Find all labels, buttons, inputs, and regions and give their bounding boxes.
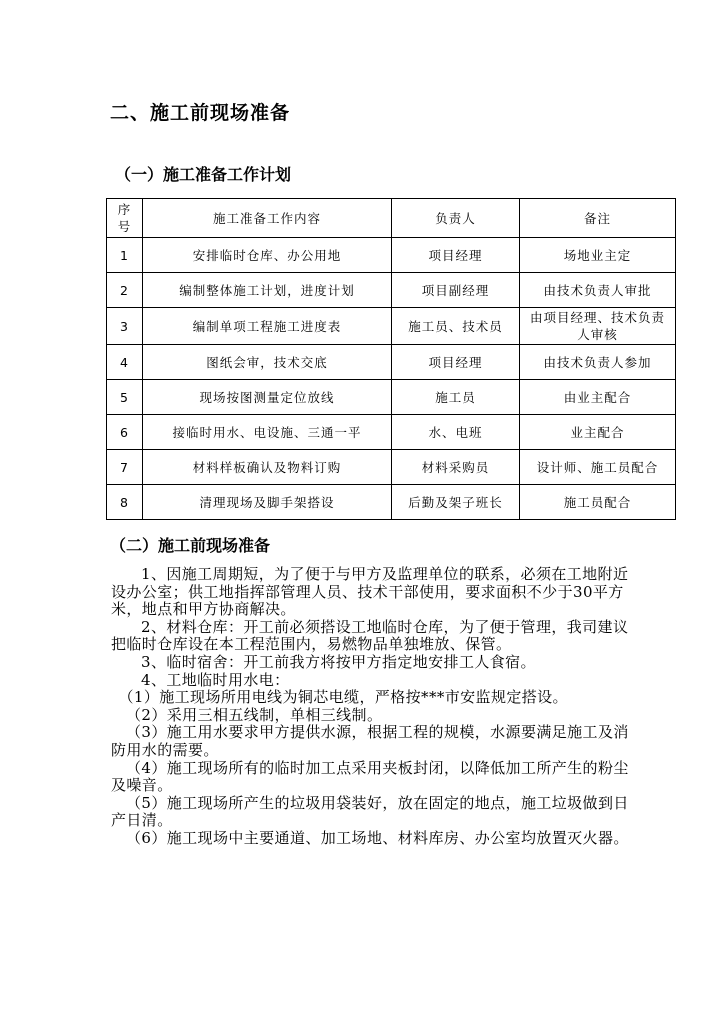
cell-remark: 场地业主定	[520, 238, 676, 273]
cell-remark: 由技术负责人参加	[520, 345, 676, 380]
cell-remark: 由技术负责人审批	[520, 273, 676, 308]
cell-content: 图纸会审，技术交底	[143, 345, 392, 380]
section-title: 二、施工前现场准备	[110, 102, 291, 124]
table-row	[107, 238, 676, 273]
work-plan-table	[106, 198, 676, 520]
cell-content: 编制整体施工计划，进度计划	[143, 273, 392, 308]
cell-remark: 设计师、施工员配合	[520, 450, 676, 485]
table-row	[107, 415, 676, 450]
cell-content: 编制单项工程施工进度表	[143, 308, 392, 345]
paragraph: （3）施工用水要求甲方提供水源，根据工程的规模，水源要满足施工及消防用水的需要。	[111, 723, 629, 759]
cell-owner: 项目副经理	[392, 273, 520, 308]
table-row	[107, 450, 676, 485]
paragraph: 2、材料仓库：开工前必须搭设工地临时仓库，为了便于管理，我司建议把临时仓库设在本工程范围内，易燃物品单独堆放、保管。	[111, 617, 629, 654]
cell-owner: 施工员、技术员	[392, 308, 520, 345]
cell-remark: 由业主配合	[520, 380, 676, 415]
subsection-title-site: （二）施工前现场准备	[110, 536, 271, 555]
table-row	[107, 345, 676, 380]
cell-content: 现场按图测量定位放线	[143, 380, 392, 415]
paragraph: （2）采用三相五线制，单相三线制。	[126, 705, 383, 724]
cell-seq: 7	[107, 450, 143, 485]
cell-seq: 8	[107, 485, 143, 520]
cell-owner: 后勤及架子班长	[392, 485, 520, 520]
cell-owner: 材料采购员	[392, 450, 520, 485]
cell-owner: 施工员	[392, 380, 520, 415]
cell-content: 材料样板确认及物料订购	[143, 450, 392, 485]
cell-seq: 6	[107, 415, 143, 450]
header-seq: 序号	[107, 199, 143, 238]
cell-owner: 水、电班	[392, 415, 520, 450]
cell-remark: 由项目经理、技术负责人审核	[520, 308, 676, 345]
header-content: 施工准备工作内容	[143, 199, 392, 238]
table-row	[107, 380, 676, 415]
header-owner: 负责人	[392, 199, 520, 238]
cell-seq: 2	[107, 273, 143, 308]
cell-remark: 施工员配合	[520, 485, 676, 520]
paragraph: （5）施工现场所产生的垃圾用袋装好，放在固定的地点，施工垃圾做到日产日清。	[111, 793, 629, 830]
paragraph: 4、工地临时用水电：	[141, 670, 290, 689]
cell-remark: 业主配合	[520, 415, 676, 450]
cell-content: 清理现场及脚手架搭设	[143, 485, 392, 520]
table-header-row	[107, 199, 676, 238]
header-remark: 备注	[520, 199, 676, 238]
cell-content: 安排临时仓库、办公用地	[143, 238, 392, 273]
cell-seq: 4	[107, 345, 143, 380]
table-row	[107, 485, 676, 520]
cell-owner: 项目经理	[392, 238, 520, 273]
paragraph: （1）施工现场所用电线为铜芯电缆，严格按***市安监规定搭设。	[118, 688, 568, 707]
subsection-title-plan: （一）施工准备工作计划	[115, 165, 292, 184]
site-preparation-text	[111, 566, 643, 848]
cell-owner: 项目经理	[392, 345, 520, 380]
paragraph: （4）施工现场所有的临时加工点采用夹板封闭，以降低加工所产生的粉尘及噪音。	[111, 758, 629, 795]
paragraph: （6）施工现场中主要通道、加工场地、材料库房、办公室均放置灭火器。	[126, 828, 629, 847]
cell-seq: 1	[107, 238, 143, 273]
cell-seq: 3	[107, 308, 143, 345]
table-row	[107, 273, 676, 308]
paragraph: 3、临时宿舍：开工前我方将按甲方指定地安排工人食宿。	[141, 652, 536, 671]
cell-content: 接临时用水、电设施、三通一平	[143, 415, 392, 450]
table-row	[107, 308, 676, 345]
paragraph: 1、因施工周期短，为了便于与甲方及监理单位的联系，必须在工地附近设办公室；供工地指挥部管理人员、技术干部使用，要求面积不少于30平方米，地点和甲方协商解决。	[111, 565, 629, 619]
cell-seq: 5	[107, 380, 143, 415]
